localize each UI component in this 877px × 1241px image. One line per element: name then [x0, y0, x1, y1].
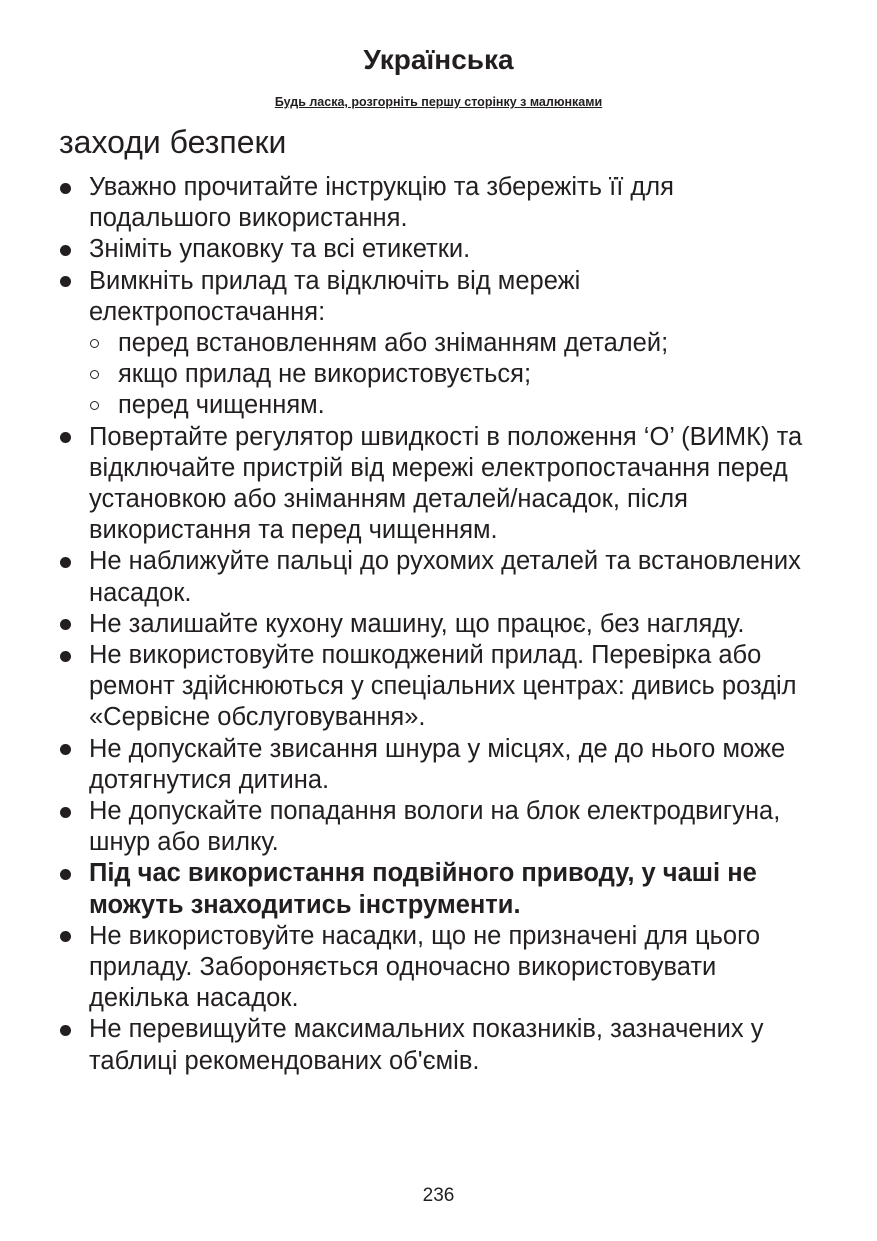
list-item	[59, 796, 819, 858]
list-item	[59, 266, 819, 422]
list-item	[59, 1014, 819, 1076]
list-item	[59, 422, 819, 547]
page-number: 236	[422, 1185, 455, 1206]
list-item-text: Не наближуйте пальці до рухомих деталей та встановлених насадок.	[89, 547, 801, 607]
page-subtitle: Будь ласка, розгорніть першу сторінку з малюнками	[274, 95, 603, 109]
sub-list	[89, 328, 819, 422]
list-item-text: Вимкніть прилад та відключіть від мережі електропостачання:	[89, 266, 581, 326]
sub-list-item: якщо прилад не використовується;	[89, 359, 819, 390]
list-item	[59, 734, 819, 796]
list-item	[59, 172, 819, 234]
list-item	[59, 234, 819, 265]
list-item-text: Не використовуйте пошкоджений прилад. Перевірка або ремонт здійснюються у спеціальних центрах: дивись розділ «Сервісне обслуговування».	[89, 641, 797, 732]
list-item-text: Не допускайте звисання шнура у місцях, де до нього може дотягнутися дитина.	[89, 734, 786, 794]
sub-list-item: перед чищенням.	[89, 390, 819, 421]
sub-list-item: перед встановленням або зніманням деталей;	[89, 328, 819, 359]
list-item	[59, 640, 819, 734]
list-item-text: Не перевищуйте максимальних показників, зазначених у таблиці рекомендованих об'ємів.	[89, 1015, 764, 1075]
section-heading: заходи безпеки	[59, 124, 287, 160]
list-item-text: Не використовуйте насадки, що не призначені для цього приладу. Забороняється одночасно використовувати декілька насадок.	[89, 921, 761, 1013]
list-item	[59, 921, 819, 1015]
page-title: Українська	[363, 44, 514, 75]
list-item-text: Не допускайте попадання вологи на блок електродвигуна, шнур або вилку.	[89, 797, 781, 857]
safety-list	[59, 172, 819, 1077]
list-item-text: Під час використання подвійного приводу, у чаші не можуть знаходитись інструменти.	[89, 859, 757, 919]
list-item-text: Не залишайте кухону машину, що працює, без нагляду.	[89, 609, 745, 638]
list-item	[59, 609, 819, 640]
list-item-bold	[59, 858, 819, 920]
list-item-text: Зніміть упаковку та всі етикетки.	[89, 235, 471, 264]
list-item-text: Повертайте регулятор швидкості в положення ‘O’ (ВИМК) та відключайте пристрій від мережі електропостачання перед установкою або зніманням деталей/насадок, після використання та перед чищенням.	[89, 422, 803, 545]
list-item-text: Уважно прочитайте інструкцію та збережіть її для подальшого використання.	[89, 173, 674, 233]
list-item	[59, 546, 819, 608]
